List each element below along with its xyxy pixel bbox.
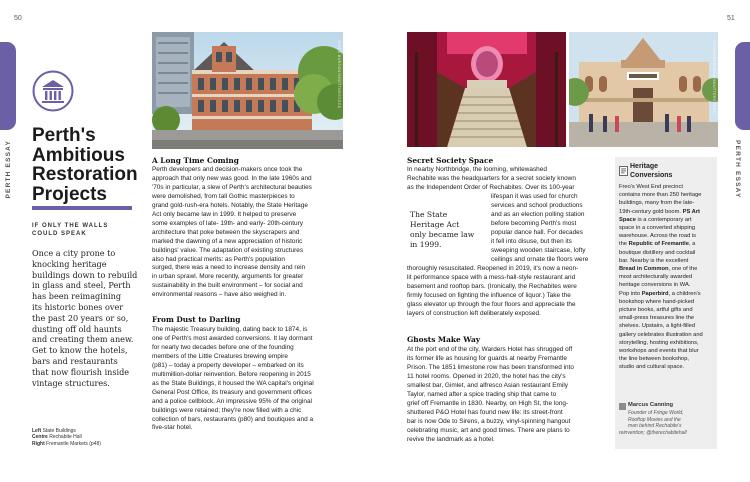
body-line: smallest bar, Gimlet, and alfresco Asian restaurant Emily xyxy=(407,381,569,389)
sidebar-line: warehouse. Across the road is xyxy=(619,233,697,240)
photo-credit: JESSE BURTON/SHUTTERSTOCK xyxy=(337,40,341,109)
body-line: glass elevator up through the four floors and appreciate the xyxy=(407,300,576,308)
body-line: as the Independent Order of Rechabites. Over its 100-year xyxy=(407,183,575,191)
museum-building-icon xyxy=(32,70,74,112)
paragraph-ghosts-make-way xyxy=(407,346,607,444)
pull-quote xyxy=(410,210,488,250)
body-line: and as an election polling station xyxy=(491,210,585,218)
body-line: members of the Little Creatures brewing empire xyxy=(152,352,288,360)
sidebar-line: the line between bookshop, xyxy=(619,356,690,363)
body-line: Prison. The 1851 limestone row has been transformed into xyxy=(407,363,574,371)
body-line: lit performance space with a mess-hall-style restaurant and xyxy=(407,273,576,281)
body-line: Rechabite was the headquarters for a secret society known xyxy=(407,174,576,182)
heading-from-dust-to-darling: From Dust to Darling xyxy=(152,315,241,324)
body-line: shuttered P&O Hotel has found new life: its street-front xyxy=(407,408,563,416)
sidebar-line: storytelling, hosting exhibitions, xyxy=(619,339,699,346)
intro-line: and creating them anew. xyxy=(32,334,134,345)
body-line: also had practical merits: as Perth's population xyxy=(152,255,285,263)
caption-line: Centre Rechabite Hall xyxy=(32,434,82,441)
sidebar-line: 19th-century gold boom. PS Art xyxy=(619,208,700,215)
body-line: approach that only new was good. In the late 1960s and xyxy=(152,174,312,182)
body-line: five-star hotel. xyxy=(152,424,193,432)
kicker-line: IF ONLY THE WALLS xyxy=(32,223,109,229)
heading-secret-society-space: Secret Society Space xyxy=(407,156,494,165)
photo-state-buildings xyxy=(152,32,343,149)
intro-line: that now flourish inside xyxy=(32,366,130,377)
body-line: In nearby Northbridge, the looming, whitewashed xyxy=(407,166,547,173)
sidebar-title-line: Conversions xyxy=(630,171,673,179)
body-line: revive the landmark as a hotel. xyxy=(407,435,495,443)
body-line: surged, there was a need to increase density and rein xyxy=(152,264,306,272)
pull-quote-line: Heritage Act xyxy=(410,220,460,229)
caption-line: Right Fremantle Markets (p48) xyxy=(32,440,101,447)
sidebar-line: Freo's West End precinct xyxy=(619,184,683,190)
sidebar-line: bookshop where hand-picked xyxy=(619,298,695,305)
author-role-line: Rooftop Movies and the xyxy=(628,416,681,423)
title-line: Projects xyxy=(32,183,107,205)
body-line: '70s in particular, a slew of Perth's architectural beauties xyxy=(152,183,312,191)
body-line: ceilings and ornate tile floors were xyxy=(491,255,589,263)
body-line: grand gold-rush-era hotels. Notably, the State Heritage xyxy=(152,201,308,209)
intro-line: vintage structures. xyxy=(32,377,110,388)
body-line: lifespan it was used for church xyxy=(491,193,578,200)
title-rule xyxy=(32,206,132,210)
sidebar-title xyxy=(630,163,672,180)
body-line: it fell into disuse, but then its xyxy=(491,237,572,245)
sidebar-line: most architecturally awarded xyxy=(619,274,693,281)
paragraph-from-dust-to-darling xyxy=(152,326,348,433)
intro-line: bars and restaurants xyxy=(32,355,118,366)
kicker-line: COULD SPEAK xyxy=(32,231,87,237)
photo-fremantle-markets xyxy=(569,32,718,147)
body-line: buildings were retained; they're now filled with a chic xyxy=(152,406,302,414)
author-role xyxy=(619,410,717,436)
body-line: At the port end of the city, Warders Hotel has shrugged off xyxy=(407,346,573,353)
sidebar-line: Space is a contemporary art xyxy=(619,216,692,223)
paragraph-secret-society-rest xyxy=(407,265,607,319)
article-title xyxy=(32,126,142,204)
section-tab-left xyxy=(0,42,16,130)
author-role-line: man behind Rechabite's xyxy=(628,423,682,429)
sidebar-line: gallery celebrates illustration and xyxy=(619,331,703,338)
sidebar-line: Bread in Common, one of the xyxy=(619,266,698,273)
sidebar-line: the Republic of Fremantle, a xyxy=(619,241,696,248)
document-icon xyxy=(619,163,628,173)
photo-credit: STEPHENLENMAN/SHUTTERSTOCK xyxy=(712,40,716,114)
body-line: services and school productions xyxy=(491,201,583,209)
body-line: sustainability in the built environment – for social and xyxy=(152,282,303,290)
body-line: its former life as housing for guards at nearby Fremantle xyxy=(407,354,567,362)
title-line: Perth's xyxy=(32,125,96,146)
heading-ghosts-make-way: Ghosts Make Way xyxy=(407,335,481,344)
intro-line: Once a city prone to xyxy=(32,248,116,258)
intro-line: knocking heritage xyxy=(32,258,107,269)
intro-line: the past 20 years or so, xyxy=(32,312,129,323)
section-label-left: PERTH ESSAY xyxy=(5,140,12,199)
intro-line: in glass and steel, Perth xyxy=(32,280,131,291)
body-line: collection of bars, restaurants (p80) and boutiques and a xyxy=(152,415,314,423)
caption-line: Left State Buildings xyxy=(32,428,76,434)
sidebar-body xyxy=(619,183,717,372)
photo-captions xyxy=(32,428,101,447)
body-line: The majestic Treasury building, dating back to 1874, is xyxy=(152,326,308,333)
body-line: basement and rooftop bars. (Ironically, the Rechabites were xyxy=(407,282,577,290)
intro-paragraph xyxy=(32,248,140,388)
body-line: 11 hotel rooms. Opened in 2020, the hotel has the city's xyxy=(407,372,566,380)
author-name: Marcus Canning xyxy=(628,402,674,408)
intro-line: Get to know the hotels, xyxy=(32,345,128,356)
paragraph-long-time-coming xyxy=(152,166,348,300)
heading-long-time-coming: A Long Time Coming xyxy=(152,156,239,165)
body-line: environmental reasons – have also weighed in. xyxy=(152,291,287,299)
body-line: before becoming Perth's most xyxy=(491,219,577,227)
body-line: firmly focused on fighting the influence of liquor.) Take the xyxy=(407,291,571,299)
sidebar-line: workshops and events that blur xyxy=(619,348,699,355)
sidebar-line: shelves. Upstairs, a light-filled xyxy=(619,323,696,330)
pull-quote-line: in 1999. xyxy=(410,240,442,249)
body-line: in urban sprawl. More recently, arguments for greater xyxy=(152,273,304,281)
sidebar-line: bar. Nearby is the excellent xyxy=(619,257,689,264)
photo-rechabite-hall xyxy=(407,32,566,147)
intro-line: buildings down to rebuild xyxy=(32,269,138,280)
page-number-left: 50 xyxy=(14,15,22,22)
sidebar-line: boutique distillery and cocktail xyxy=(619,249,696,256)
page-number-right: 51 xyxy=(727,15,735,22)
author-role-line: reinvention; @therechabitehall xyxy=(619,429,687,436)
sidebar-line: small-press treasures line the xyxy=(619,315,695,322)
kicker xyxy=(32,222,108,238)
body-line: for nearly two decades before one of the founding xyxy=(152,343,294,351)
author-role-line: Founder of Fringe World, xyxy=(628,410,684,416)
paragraph-secret-society-intro xyxy=(407,166,607,193)
author-avatar xyxy=(619,403,626,410)
sidebar-title-line: Heritage xyxy=(630,163,659,170)
sidebar-line: contains more than 250 heritage xyxy=(619,192,702,199)
body-line: bar is now Ode to Sirens, a buzzy, vinyl-spinning hangout xyxy=(407,417,571,425)
sidebar-line: picture books, artful gifts and xyxy=(619,307,693,314)
sidebar-line: buildings, many from the late- xyxy=(619,200,695,207)
body-line: General Post Office, its treasury and government offices xyxy=(152,388,312,396)
body-line: were demolished, from tall Gothic masterpieces to xyxy=(152,192,295,200)
body-line: layers of construction left deliberately exposed. xyxy=(407,309,541,317)
intro-line: its historic bones over xyxy=(32,301,124,312)
pull-quote-line: The State xyxy=(410,210,448,219)
section-tab-right xyxy=(735,42,750,130)
body-line: (p81) – today a property developer – embarked on its xyxy=(152,361,304,369)
body-line: some examples of late- 19th- and early- 20th-century xyxy=(152,219,303,227)
title-line: Restoration xyxy=(32,164,138,185)
body-line: as the State Buildings, it housed the WA capital's original xyxy=(152,379,314,387)
body-line: Act only became law in 1999. It helped to preserve xyxy=(152,210,297,218)
body-line: and a police cellblock. An impressive 95% of the original xyxy=(152,397,312,405)
body-line: thoroughly resuscitated. Reopened in 2019, it's now a neon- xyxy=(407,265,579,272)
body-line: Perth developers and decision-makers once took the xyxy=(152,166,303,173)
body-line: grief off Fremantle in 1830. Nearby, on High St, the long- xyxy=(407,399,569,407)
section-label-right: PERTH ESSAY xyxy=(734,140,741,199)
body-line: one of Perth's most awarded conversions. It lay dormant xyxy=(152,334,313,342)
sidebar-line: Pop into Paperbird, a children's xyxy=(619,290,701,297)
title-line: Ambitious xyxy=(32,144,125,166)
body-line: popular dance hall. For decades xyxy=(491,228,583,236)
body-line: buildings' value. The adaptation of existing structures xyxy=(152,246,304,254)
intro-line: dusting off old haunts xyxy=(32,323,122,334)
body-line: Taylor, named after a spice trading ship that came to xyxy=(407,390,557,398)
pull-quote-line: only became law xyxy=(410,230,475,239)
body-line: multimillion-dollar reinvention. Before reopening in 2015 xyxy=(152,370,311,378)
body-line: celebrating music, art and good times. There are plans to xyxy=(407,426,570,434)
body-line: marked the dawning of a new appreciation of historic xyxy=(152,237,303,245)
sidebar-line: studio and cultural space. xyxy=(619,364,685,371)
intro-line: has been reimagining xyxy=(32,291,122,302)
sidebar-line: space in a converted shipping xyxy=(619,225,696,232)
sidebar-line: heritage conversions in WA. xyxy=(619,282,691,289)
paragraph-secret-society-wrap xyxy=(491,193,607,265)
body-line: architecture that poke between the skyscrapers and xyxy=(152,228,300,236)
body-line: sweeping wooden staircase, lofty xyxy=(491,246,586,254)
